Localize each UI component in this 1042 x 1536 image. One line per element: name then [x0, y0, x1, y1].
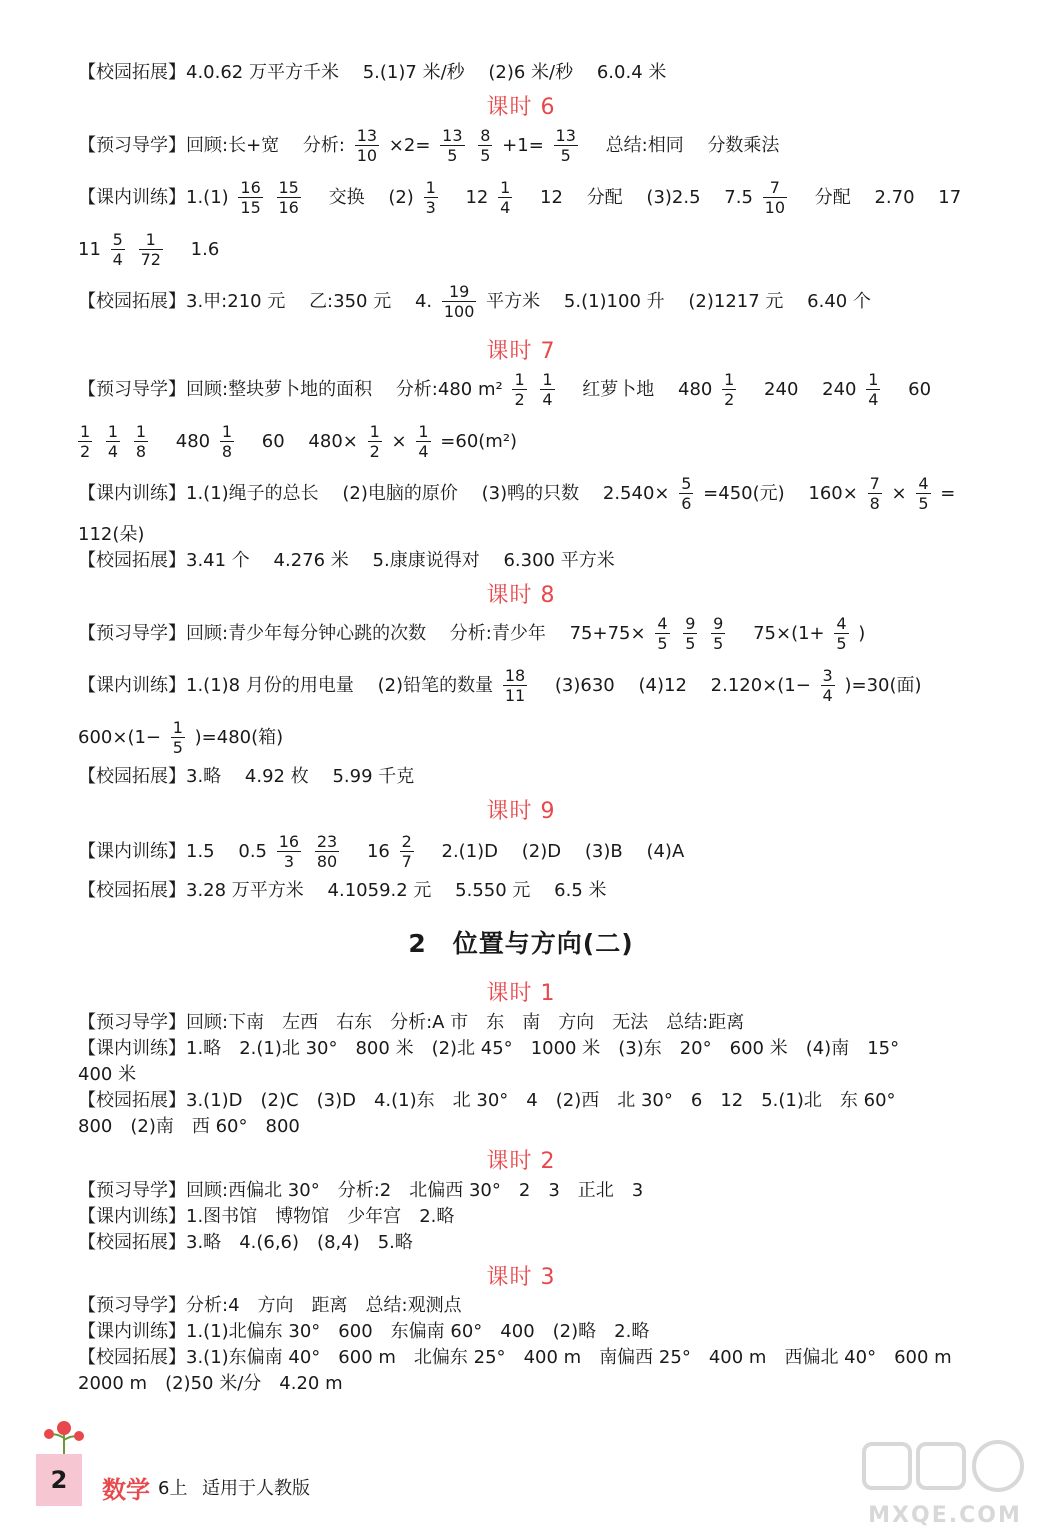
text-line: 400 米 [78, 1064, 137, 1085]
fraction: $\frac{16}{3}$ [278, 832, 300, 871]
text-line: 【课内训练】1.略 2.(1)北 30° 800 米 (2)北 45° 1000 米 (3)东 20° 600 米 (4)南 15° [78, 1038, 900, 1059]
fraction: $\frac{1}{2}$ [514, 370, 525, 409]
page-footer [36, 1418, 436, 1508]
subject-label: 数学 [102, 1476, 150, 1504]
fraction: $\frac{1}{4}$ [418, 422, 429, 461]
fraction: $\frac{4}{5}$ [918, 474, 929, 513]
fraction: $\frac{2}{7}$ [401, 832, 412, 871]
lesson-heading: 课时 3 [486, 1265, 556, 1290]
fraction: $\frac{5}{6}$ [681, 474, 692, 513]
fraction: $\frac{4}{5}$ [657, 614, 668, 653]
text-line: 2000 m (2)50 米/分 4.20 m [78, 1373, 343, 1394]
chapter-title: 2 位置与方向(二) [408, 929, 634, 958]
fraction: $\frac{1}{2}$ [369, 422, 380, 461]
edition-label: 适用于人教版 [202, 1478, 310, 1499]
text-line: 【课内训练】1.(1)北偏东 30° 600 东偏南 60° 400 (2)略 2.略 [78, 1321, 650, 1342]
flower-sprout-icon [40, 1418, 88, 1458]
lesson-heading: 课时 7 [486, 339, 556, 364]
fraction: $\frac{1}{4}$ [868, 370, 879, 409]
fraction: $\frac{23}{80}$ [316, 832, 338, 871]
text-line: 【预习导学】回顾:长+宽 分析: $\frac{13}{10}$ ×2= $\frac{13}{5}$ $\frac{8}{5}$ +1= $\frac{13}{5}$ 总结:相同 分数乘法 [78, 126, 780, 165]
text-line: 【课内训练】1.(1) $\frac{16}{15}$ $\frac{15}{16}$ 交换 (2) $\frac{1}{3}$ 12 $\frac{1}{4}$ 12 分配 (3)2.5 7.5 $\frac{7}{10}$ 分配 2.70 17 [78, 178, 962, 217]
fraction: $\frac{1}{3}$ [425, 178, 436, 217]
watermark-logo-icon [860, 1440, 1030, 1530]
fraction: $\frac{1}{8}$ [135, 422, 147, 461]
fraction: $\frac{13}{5}$ [555, 126, 576, 165]
fraction: $\frac{5}{4}$ [112, 230, 123, 269]
text-line: 【预习导学】分析:4 方向 距离 总结:观测点 [78, 1295, 462, 1316]
text-line: 800 (2)南 西 60° 800 [78, 1116, 300, 1137]
text-line: 【课内训练】1.(1)8 月份的用电量 (2)铅笔的数量 $\frac{18}{11}$ (3)630 (4)12 2.120×(1− $\frac{3}{4}$ )=30(面) [78, 666, 922, 705]
fraction: $\frac{1}{5}$ [172, 718, 183, 757]
fraction: $\frac{9}{5}$ [713, 614, 724, 653]
grade-label: 6上 [158, 1478, 188, 1499]
text-line: 【校园拓展】3.略 4.92 枚 5.99 千克 [78, 766, 415, 787]
fraction: $\frac{1}{2}$ [80, 422, 91, 461]
page-number: 2 [36, 1454, 82, 1506]
lesson-heading: 课时 6 [486, 95, 556, 120]
text-line: 11 $\frac{5}{4}$ $\frac{1}{72}$ 1.6 [78, 230, 220, 269]
fraction: $\frac{1}{72}$ [140, 230, 161, 269]
text-line: 【预习导学】回顾:西偏北 30° 分析:2 北偏西 30° 2 3 正北 3 [78, 1180, 644, 1201]
fraction: $\frac{13}{5}$ [442, 126, 463, 165]
fraction: $\frac{19}{100}$ [443, 282, 475, 321]
svg-text:MXQE.COM: MXQE.COM [868, 1503, 1022, 1528]
fraction: $\frac{1}{8}$ [221, 422, 233, 461]
fraction: $\frac{13}{10}$ [356, 126, 378, 165]
fraction: $\frac{3}{4}$ [822, 666, 833, 705]
fraction: $\frac{15}{16}$ [278, 178, 299, 217]
lesson-heading: 课时 8 [486, 583, 556, 608]
fraction: $\frac{1}{4}$ [542, 370, 553, 409]
text-line: $\frac{1}{2}$ $\frac{1}{4}$ $\frac{1}{8}$ 480 $\frac{1}{8}$ 60 480× $\frac{1}{2}$ × $\frac{1}{4}$ =60(m²) [80, 422, 518, 461]
fraction: $\frac{1}{4}$ [500, 178, 511, 217]
text-line: 【预习导学】回顾:整块萝卜地的面积 分析:480 m² $\frac{1}{2}$ $\frac{1}{4}$ 红萝卜地 480 $\frac{1}{2}$ 240 240 $\frac{1}{4}$ 60 [78, 370, 932, 409]
fraction: $\frac{1}{4}$ [107, 422, 119, 461]
lesson-heading: 课时 2 [486, 1149, 556, 1174]
text-line: 【课内训练】1.5 0.5 $\frac{16}{3}$ $\frac{23}{80}$ 16 $\frac{2}{7}$ 2.(1)D (2)D (3)B (4)A [78, 832, 685, 871]
text-line: 【课内训练】1.(1)绳子的总长 (2)电脑的原价 (3)鸭的只数 2.540× $\frac{5}{6}$ =450(元) 160× $\frac{7}{8}$ × $\frac{4}{5}$ = [78, 474, 956, 513]
text-line: 【预习导学】回顾:下南 左西 右东 分析:A 市 东 南 方向 无法 总结:距离 [78, 1012, 745, 1033]
text-line: 【校园拓展】3.(1)东偏南 40° 600 m 北偏东 25° 400 m 南偏西 25° 400 m 西偏北 40° 600 m [78, 1347, 952, 1368]
text-line: 【校园拓展】3.甲:210 元 乙:350 元 4. $\frac{19}{100}$ 平方米 5.(1)100 升 (2)1217 元 6.40 个 [78, 282, 871, 321]
lesson-heading: 课时 1 [486, 981, 556, 1006]
text-line: 【校园拓展】3.略 4.(6,6) (8,4) 5.略 [78, 1232, 413, 1253]
fraction: $\frac{7}{8}$ [869, 474, 880, 513]
text-line: 【校园拓展】3.(1)D (2)C (3)D 4.(1)东 北 30° 4 (2)西 北 30° 6 12 5.(1)北 东 60° [78, 1090, 896, 1111]
text-line: 112(朵) [78, 524, 145, 545]
text-line: 【校园拓展】4.0.62 万平方千米 5.(1)7 米/秒 (2)6 米/秒 6.0.4 米 [78, 62, 667, 83]
text-line: 【校园拓展】3.28 万平方米 4.1059.2 元 5.550 元 6.5 米 [78, 880, 607, 901]
text-line: 600×(1− $\frac{1}{5}$ )=480(箱) [78, 718, 284, 757]
text-line: 【课内训练】1.图书馆 博物馆 少年宫 2.略 [78, 1206, 455, 1227]
fraction: $\frac{4}{5}$ [836, 614, 847, 653]
fraction: $\frac{18}{11}$ [504, 666, 526, 705]
text-line: 【校园拓展】3.41 个 4.276 米 5.康康说得对 6.300 平方米 [78, 550, 615, 571]
fraction: $\frac{16}{15}$ [240, 178, 261, 217]
fraction: $\frac{1}{2}$ [724, 370, 735, 409]
fraction: $\frac{9}{5}$ [685, 614, 696, 653]
text-line: 【预习导学】回顾:青少年每分钟心跳的次数 分析:青少年 75+75× $\frac{4}{5}$ $\frac{9}{5}$ $\frac{9}{5}$ 75×(1+ $\frac{4}{5}$ ) [78, 614, 866, 653]
lesson-heading: 课时 9 [486, 799, 556, 824]
fraction: $\frac{7}{10}$ [764, 178, 786, 217]
fraction: $\frac{8}{5}$ [480, 126, 491, 165]
